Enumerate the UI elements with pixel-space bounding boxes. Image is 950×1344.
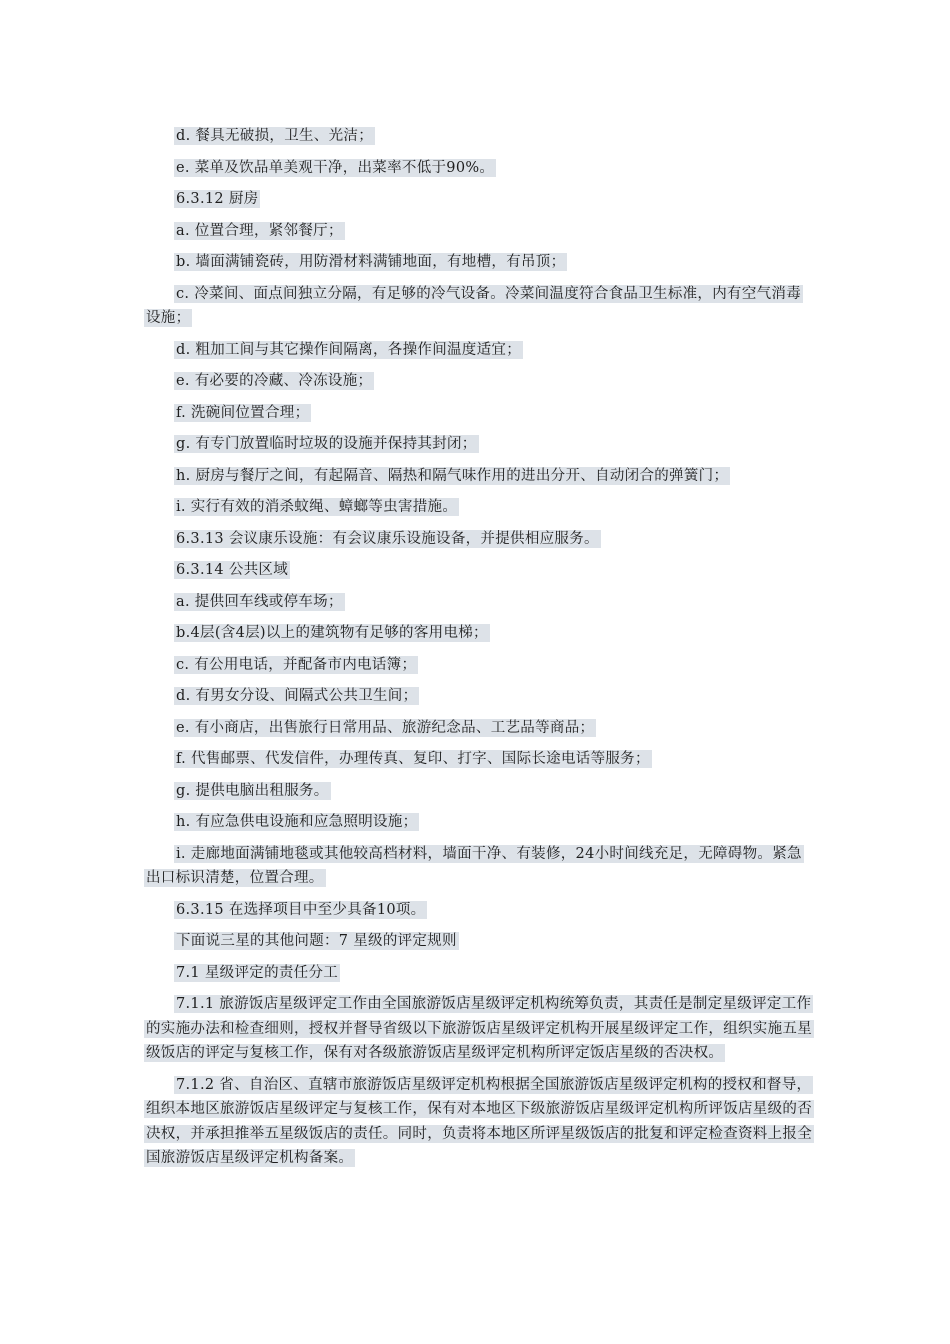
- paragraph-text: c. 有公用电话，并配备市内电话簿；: [176, 656, 417, 673]
- paragraph-text: 下面说三星的其他问题：7 星级的评定规则: [176, 933, 457, 949]
- paragraph-text: 6.3.15 在选择项目中至少具备10项。: [176, 901, 426, 918]
- paragraph-text: b. 墙面满铺瓷砖，用防滑材料满铺地面，有地槽，有吊顶；: [176, 254, 566, 270]
- paragraph: [144, 779, 812, 804]
- paragraph: [144, 992, 812, 1066]
- paragraph-text: e. 有必要的冷藏、冷冻设施；: [176, 373, 373, 389]
- paragraph-text: c. 冷菜间、面点间独立分隔，有足够的冷气设备。冷菜间温度符合食品卫生标准，内有空气消毒设施；: [146, 285, 802, 326]
- paragraph: [144, 810, 812, 835]
- section-heading: [144, 187, 812, 212]
- paragraph: [144, 250, 812, 275]
- paragraph: [144, 842, 812, 891]
- paragraph-text: h. 厨房与餐厅之间，有起隔音、隔热和隔气味作用的进出分开、自动闭合的弹簧门；: [176, 467, 729, 484]
- paragraph: [144, 464, 812, 489]
- paragraph-text: a. 提供回车线或停车场；: [176, 593, 343, 610]
- paragraph: [144, 369, 812, 394]
- section-heading: [144, 898, 812, 923]
- paragraph: [144, 653, 812, 678]
- section-heading: [144, 558, 812, 583]
- paragraph-text: a. 位置合理，紧邻餐厅；: [176, 222, 343, 239]
- paragraph-text: f. 洗碗间位置合理；: [176, 404, 310, 421]
- paragraph: [144, 716, 812, 741]
- paragraph-text: 7.1.1 旅游饭店星级评定工作由全国旅游饭店星级评定机构统筹负责，其责任是制定星级评定工作的实施办法和检查细则，授权并督导省级以下旅游饭店星级评定机构开展星级评定工作，组织实施五星级饭店的评定与复核工作，保有对各级旅游饭店星级评定机构所评定饭店星级的否决权。: [146, 996, 812, 1061]
- paragraph: [144, 401, 812, 426]
- paragraph-text: h. 有应急供电设施和应急照明设施；: [176, 814, 418, 830]
- paragraph: [144, 338, 812, 363]
- paragraph: [144, 590, 812, 615]
- paragraph: [144, 495, 812, 520]
- paragraph: [144, 156, 812, 181]
- paragraph-text: b.4层(含4层)以上的建筑物有足够的客用电梯；: [176, 625, 488, 641]
- paragraph-text: 7.1.2 省、自治区、直辖市旅游饭店星级评定机构根据全国旅游饭店星级评定机构的授权和督导，组织本地区旅游饭店星级评定与复核工作，保有对本地区下级旅游饭店星级评定机构所评饭店星级的否决权，并承担推举五星级饭店的责任。同时，负责将本地区所评星级饭店的批复和评定检查资料上报全国旅游饭店星级评定机构备案。: [146, 1076, 812, 1166]
- paragraph: [144, 684, 812, 709]
- paragraph-text: g. 提供电脑出租服务。: [176, 782, 329, 799]
- paragraph: [144, 747, 812, 772]
- paragraph: [144, 929, 812, 954]
- paragraph-text: 7.1 星级评定的责任分工: [176, 964, 339, 981]
- paragraph: [144, 621, 812, 646]
- paragraph-text: f. 代售邮票、代发信件，办理传真、复印、打字、国际长途电话等服务；: [176, 751, 650, 767]
- paragraph-text: 6.3.14 公共区域: [176, 562, 289, 578]
- paragraph: [144, 124, 812, 149]
- paragraph-text: d. 餐具无破损，卫生、光洁；: [176, 128, 373, 144]
- paragraph-text: e. 菜单及饮品单美观干净，出菜率不低于90%。: [176, 159, 495, 176]
- section-heading: [144, 527, 812, 552]
- section-heading: [144, 961, 812, 986]
- document-page: [144, 124, 812, 1178]
- paragraph-text: 6.3.13 会议康乐设施：有会议康乐设施设备，并提供相应服务。: [176, 530, 599, 547]
- paragraph: [144, 1073, 812, 1171]
- paragraph-text: g. 有专门放置临时垃圾的设施并保持其封闭；: [176, 436, 477, 452]
- paragraph: [144, 219, 812, 244]
- paragraph: [144, 282, 812, 331]
- paragraph-text: e. 有小商店，出售旅行日常用品、旅游纪念品、工艺品等商品；: [176, 719, 595, 736]
- paragraph-text: i. 走廊地面满铺地毯或其他较高档材料，墙面干净、有装修，24小时间线充足，无障碍物。紧急出口标识清楚，位置合理。: [146, 845, 802, 886]
- paragraph-text: i. 实行有效的消杀蚊绳、蟑螂等虫害措施。: [176, 499, 458, 515]
- paragraph-text: d. 有男女分设、间隔式公共卫生间；: [176, 688, 418, 704]
- paragraph-text: 6.3.12 厨房: [176, 191, 259, 207]
- paragraph-text: d. 粗加工间与其它操作间隔离，各操作间温度适宜；: [176, 341, 521, 358]
- paragraph: [144, 432, 812, 457]
